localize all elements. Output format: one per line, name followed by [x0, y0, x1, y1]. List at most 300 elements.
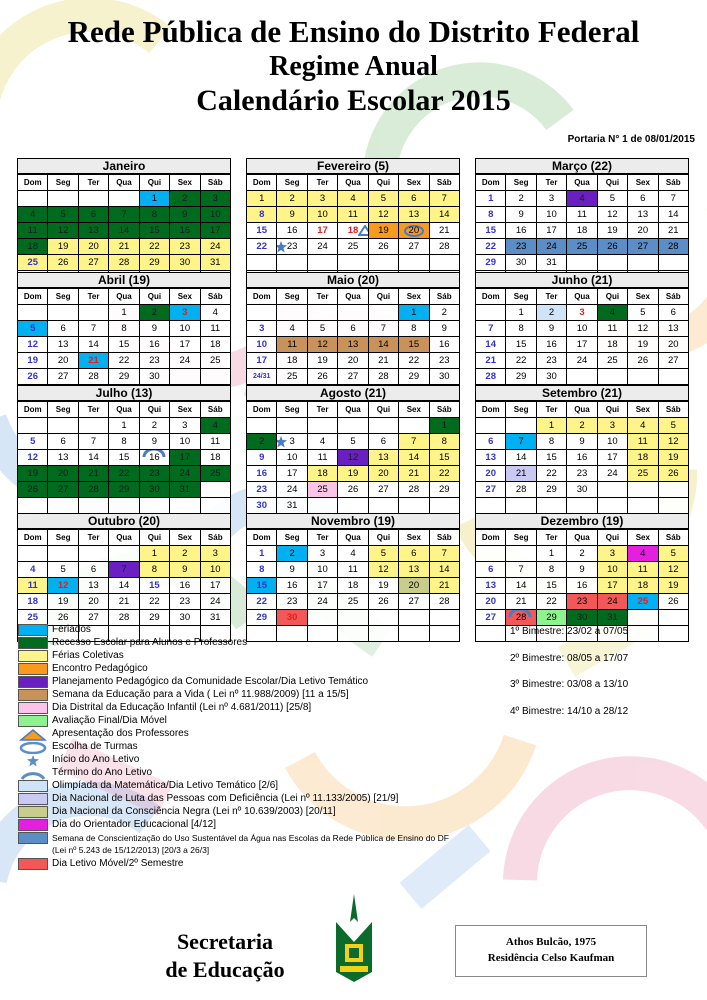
day-number: 22 — [118, 467, 130, 479]
day-number: 19 — [27, 354, 38, 366]
legend-swatch — [18, 780, 48, 792]
day-number: 3 — [319, 547, 326, 559]
empty-cell — [597, 369, 627, 385]
month-title: Outubro (20) — [17, 513, 231, 529]
day-cell — [429, 207, 459, 223]
weekday-header: Qua — [567, 530, 597, 546]
weekday-header: Ter — [307, 175, 337, 191]
day-number: 18 — [27, 595, 38, 607]
legend-item — [18, 663, 578, 676]
day-cell — [338, 562, 368, 578]
day-number: 10 — [286, 451, 298, 463]
day-number: 29 — [546, 611, 557, 623]
weekday-header: Ter — [536, 289, 566, 305]
day-number: 23 — [179, 240, 191, 252]
day-cell — [567, 434, 597, 450]
day-number: 9 — [579, 563, 585, 575]
day-number: 6 — [90, 208, 97, 220]
day-cell — [307, 191, 337, 207]
day-number: 10 — [576, 322, 588, 334]
weekday-header: Seg — [506, 289, 536, 305]
weekday-header: Seg — [48, 530, 78, 546]
day-number: 27 — [88, 611, 99, 623]
month-title: Maio (20) — [246, 272, 460, 288]
month-2 — [475, 158, 689, 287]
day-cell — [139, 434, 169, 450]
day-number: 31 — [209, 611, 221, 623]
weekday-header: Ter — [307, 530, 337, 546]
day-cell — [78, 466, 108, 482]
day-number: 13 — [485, 579, 496, 591]
day-number: 5 — [30, 322, 36, 334]
day-cell — [109, 223, 139, 239]
empty-cell — [78, 546, 108, 562]
day-cell — [476, 450, 506, 466]
day-number: 21 — [515, 467, 527, 479]
weekday-header: Sáb — [200, 175, 230, 191]
day-number: 28 — [515, 483, 527, 495]
day-cell — [277, 353, 307, 369]
day-cell — [139, 466, 169, 482]
day-number: 16 — [149, 451, 160, 463]
day-number: 16 — [179, 224, 191, 236]
day-number: 15 — [485, 224, 496, 236]
day-number: 25 — [347, 595, 359, 607]
day-number: 19 — [347, 467, 359, 479]
day-number: 3 — [212, 547, 218, 559]
day-cell — [170, 546, 200, 562]
day-number: 2 — [289, 547, 295, 559]
day-number: 27 — [408, 595, 420, 607]
day-cell — [368, 482, 398, 498]
day-number: 30 — [576, 483, 588, 495]
day-cell — [597, 337, 627, 353]
weekday-header: Seg — [277, 530, 307, 546]
weekday-header: Dom — [18, 289, 48, 305]
day-number: 24 — [179, 467, 191, 479]
day-number: 10 — [607, 435, 618, 447]
day-number: 14 — [88, 338, 99, 350]
legend-swatch — [18, 663, 48, 675]
day-cell — [48, 562, 78, 578]
day-cell — [476, 255, 506, 271]
day-number: 30 — [149, 370, 160, 382]
day-cell — [536, 223, 566, 239]
day-cell — [247, 223, 277, 239]
month-title: Junho (21) — [475, 272, 689, 288]
day-cell — [628, 450, 658, 466]
day-cell — [277, 466, 307, 482]
day-number: 23 — [576, 467, 588, 479]
day-number: 3 — [579, 306, 585, 318]
day-number: 24 — [607, 595, 618, 607]
day-cell — [658, 239, 688, 255]
day-number: 28 — [118, 256, 130, 268]
day-number: 24 — [209, 240, 221, 252]
day-cell — [628, 191, 658, 207]
day-number: 19 — [667, 451, 679, 463]
day-cell — [368, 594, 398, 610]
day-cell — [399, 305, 429, 321]
day-number: 21 — [438, 579, 450, 591]
legend-swatch — [18, 806, 48, 818]
day-number: 20 — [408, 224, 420, 236]
legend-item — [18, 858, 578, 871]
day-cell — [18, 321, 48, 337]
day-number: 5 — [380, 547, 387, 559]
weekday-header: Ter — [536, 402, 566, 418]
day-number: 20 — [485, 467, 496, 479]
day-cell — [506, 353, 536, 369]
day-cell — [307, 369, 337, 385]
day-number: 1 — [488, 192, 494, 204]
day-number: 8 — [151, 208, 158, 220]
day-cell — [170, 337, 200, 353]
day-cell — [476, 239, 506, 255]
day-cell — [338, 594, 368, 610]
day-cell — [506, 305, 536, 321]
day-number: 24 — [546, 240, 557, 252]
day-number: 5 — [670, 419, 676, 431]
weekday-header: Qua — [567, 402, 597, 418]
day-number: 8 — [488, 208, 494, 220]
day-number: 21 — [438, 224, 450, 236]
day-number: 8 — [259, 208, 265, 220]
weekday-header: Sáb — [658, 289, 688, 305]
day-number: 27 — [485, 483, 496, 495]
day-cell — [109, 434, 139, 450]
day-cell — [48, 321, 78, 337]
day-number: 4 — [30, 563, 36, 575]
day-cell — [658, 594, 688, 610]
day-cell — [200, 255, 230, 271]
legend-swatch — [18, 624, 48, 636]
header-subtitle: Regime Anual — [269, 51, 438, 82]
legend-text: Dia Distrital da Educação Infantil (Lei nº 4.681/2011) [25/8] — [52, 702, 312, 713]
day-cell — [338, 353, 368, 369]
day-cell — [429, 191, 459, 207]
day-cell — [170, 191, 200, 207]
day-cell — [18, 466, 48, 482]
empty-cell — [628, 610, 658, 626]
day-cell — [247, 337, 277, 353]
legend-label — [52, 832, 449, 856]
weekday-header: Sáb — [200, 402, 230, 418]
weekday-header: Dom — [247, 530, 277, 546]
day-cell — [78, 239, 108, 255]
weekday-header: Qua — [109, 175, 139, 191]
empty-cell — [18, 546, 48, 562]
day-number: 16 — [438, 338, 450, 350]
day-number: 23 — [149, 467, 160, 479]
day-cell — [597, 321, 627, 337]
legend-item — [18, 806, 578, 819]
secretaria-label — [150, 928, 300, 984]
day-cell — [247, 207, 277, 223]
day-number: 12 — [667, 563, 679, 575]
day-cell — [247, 562, 277, 578]
day-cell — [536, 578, 566, 594]
day-number: 25 — [637, 467, 649, 479]
day-cell — [476, 353, 506, 369]
day-number: 9 — [182, 563, 188, 575]
day-cell — [567, 578, 597, 594]
day-cell — [170, 353, 200, 369]
day-number: 5 — [609, 192, 616, 204]
weekday-header: Qui — [597, 402, 627, 418]
day-number: 3 — [319, 192, 326, 204]
day-number: 8 — [548, 435, 555, 447]
bimestre-2: 2º Bimestre: 08/05 a 17/07 — [510, 652, 629, 664]
day-cell — [628, 418, 658, 434]
month-3 — [17, 272, 231, 401]
day-number: 21 — [485, 354, 496, 366]
day-cell — [109, 562, 139, 578]
legend-text: Férias Coletivas — [52, 650, 124, 661]
day-cell — [200, 239, 230, 255]
empty-cell — [399, 418, 429, 434]
day-number: 2 — [579, 547, 585, 559]
day-number: 6 — [670, 306, 676, 318]
day-cell — [536, 255, 566, 271]
weekday-header: Dom — [18, 530, 48, 546]
empty-cell — [109, 498, 139, 514]
day-number: 30 — [179, 611, 191, 623]
day-number: 28 — [88, 370, 99, 382]
month-title: Agosto (21) — [246, 385, 460, 401]
month-6 — [17, 385, 231, 514]
day-number: 29 — [515, 370, 527, 382]
empty-cell — [277, 305, 307, 321]
day-cell — [170, 578, 200, 594]
day-number: 4 — [609, 306, 616, 318]
day-cell — [476, 578, 506, 594]
credit-line-2: Residência Celso Kaufman — [487, 952, 615, 964]
day-number: 18 — [637, 451, 649, 463]
empty-cell — [658, 482, 688, 498]
day-number: 26 — [378, 240, 389, 252]
month-11 — [475, 513, 689, 642]
day-cell — [307, 207, 337, 223]
day-number: 23 — [286, 595, 298, 607]
legend-label — [52, 728, 189, 740]
day-cell — [307, 223, 337, 239]
day-number: 12 — [667, 435, 679, 447]
legend-swatch — [18, 637, 48, 649]
day-number: 12 — [607, 208, 618, 220]
empty-cell — [200, 369, 230, 385]
day-number: 15 — [118, 451, 130, 463]
day-cell — [307, 321, 337, 337]
day-cell — [338, 546, 368, 562]
day-number: 6 — [60, 322, 66, 334]
legend-item — [18, 767, 578, 780]
day-number: 12 — [27, 338, 38, 350]
day-number: 21 — [378, 354, 389, 366]
day-cell — [78, 482, 108, 498]
day-number: 23 — [546, 354, 557, 366]
day-cell — [658, 223, 688, 239]
day-number: 3 — [182, 419, 188, 431]
empty-cell — [429, 498, 459, 514]
day-number: 16 — [576, 579, 588, 591]
day-number: 15 — [546, 451, 557, 463]
day-number: 28 — [667, 240, 679, 252]
day-number: 4 — [350, 547, 356, 559]
legend-label — [52, 780, 278, 792]
legend-item — [18, 650, 578, 663]
day-number: 4 — [30, 208, 36, 220]
day-number: 26 — [27, 370, 38, 382]
day-cell — [247, 369, 277, 385]
day-number: 24 — [317, 240, 328, 252]
day-number: 20 — [408, 579, 420, 591]
day-number: 26 — [637, 354, 649, 366]
day-cell — [200, 353, 230, 369]
empty-cell — [628, 498, 658, 514]
day-number: 25 — [209, 354, 221, 366]
day-number: 8 — [548, 563, 555, 575]
day-cell — [200, 207, 230, 223]
weekday-header: Qui — [368, 530, 398, 546]
weekday-header: Qua — [338, 175, 368, 191]
day-cell — [48, 337, 78, 353]
day-number: 9 — [259, 451, 265, 463]
day-number: 17 — [209, 579, 221, 591]
day-number: 17 — [317, 579, 328, 591]
day-number: 4 — [350, 192, 356, 204]
day-number: 20 — [88, 240, 99, 252]
weekday-header: Qui — [597, 530, 627, 546]
day-number: 3 — [212, 192, 218, 204]
day-number: 13 — [57, 451, 69, 463]
empty-cell — [476, 498, 506, 514]
day-number: 23 — [515, 240, 527, 252]
day-cell — [567, 321, 597, 337]
secretaria-line-1: Secretaria — [176, 929, 274, 954]
weekday-header: Qui — [368, 289, 398, 305]
day-number: 30 — [149, 483, 160, 495]
day-number: 11 — [210, 435, 221, 447]
day-number: 20 — [57, 467, 69, 479]
day-cell — [78, 434, 108, 450]
day-number: 21 — [515, 595, 527, 607]
day-cell — [429, 337, 459, 353]
day-number: 9 — [579, 435, 585, 447]
secretaria-line-2: de Educação — [165, 957, 285, 982]
day-cell — [48, 594, 78, 610]
day-number: 12 — [378, 563, 389, 575]
day-cell — [139, 255, 169, 271]
day-cell — [139, 450, 169, 466]
day-number: 16 — [286, 579, 298, 591]
day-number: 28 — [378, 370, 389, 382]
day-number: 22 — [149, 240, 160, 252]
day-number: 14 — [485, 338, 496, 350]
day-cell — [536, 239, 566, 255]
empty-cell — [18, 418, 48, 434]
day-cell — [78, 207, 108, 223]
day-cell — [109, 207, 139, 223]
empty-cell — [368, 255, 398, 271]
day-number: 1 — [411, 306, 417, 318]
day-number: 17 — [179, 338, 191, 350]
day-number: 10 — [209, 208, 221, 220]
legend-item — [18, 624, 578, 637]
empty-cell — [628, 369, 658, 385]
day-cell — [170, 466, 200, 482]
day-number: 4 — [640, 547, 646, 559]
empty-cell — [48, 305, 78, 321]
legend-item — [18, 702, 578, 715]
day-number: 13 — [408, 563, 420, 575]
day-number: 12 — [637, 322, 649, 334]
day-cell — [658, 450, 688, 466]
weekday-header: Qui — [597, 289, 627, 305]
day-number: 14 — [515, 579, 527, 591]
day-number: 11 — [637, 435, 648, 447]
day-number: 26 — [317, 370, 328, 382]
day-number: 1 — [518, 306, 524, 318]
empty-cell — [48, 418, 78, 434]
day-cell — [476, 594, 506, 610]
day-cell — [170, 207, 200, 223]
day-number: 28 — [88, 483, 99, 495]
empty-cell — [307, 255, 337, 271]
day-number: 26 — [667, 467, 679, 479]
day-number: 12 — [347, 451, 359, 463]
empty-cell — [506, 418, 536, 434]
day-number: 2 — [182, 547, 188, 559]
weekday-header: Sex — [170, 402, 200, 418]
day-cell — [368, 369, 398, 385]
day-cell — [78, 578, 108, 594]
header-calendar-title: Calendário Escolar 2015 — [196, 84, 511, 117]
month-8 — [475, 385, 689, 514]
day-cell — [338, 321, 368, 337]
day-cell — [18, 594, 48, 610]
day-number: 30 — [286, 611, 298, 623]
day-cell — [307, 434, 337, 450]
day-cell — [200, 562, 230, 578]
day-number: 28 — [118, 611, 130, 623]
day-number: 8 — [518, 322, 524, 334]
day-number: 28 — [438, 595, 450, 607]
day-cell — [18, 369, 48, 385]
day-number: 13 — [408, 208, 420, 220]
day-number: 11 — [27, 579, 38, 591]
weekday-header: Ter — [307, 289, 337, 305]
day-cell — [277, 546, 307, 562]
day-cell — [368, 578, 398, 594]
day-number: 11 — [607, 322, 618, 334]
weekday-header: Ter — [78, 530, 108, 546]
day-number: 1 — [548, 419, 555, 431]
day-number: 17 — [607, 579, 618, 591]
month-5 — [475, 272, 689, 401]
day-cell — [109, 353, 139, 369]
day-number: 6 — [60, 435, 66, 447]
weekday-header: Sex — [628, 402, 658, 418]
empty-cell — [628, 255, 658, 271]
day-number: 1 — [121, 306, 127, 318]
empty-cell — [506, 498, 536, 514]
day-number: 27 — [57, 370, 69, 382]
day-cell — [338, 369, 368, 385]
weekday-header: Sex — [399, 530, 429, 546]
day-number: 25 — [317, 483, 328, 495]
empty-cell — [476, 546, 506, 562]
